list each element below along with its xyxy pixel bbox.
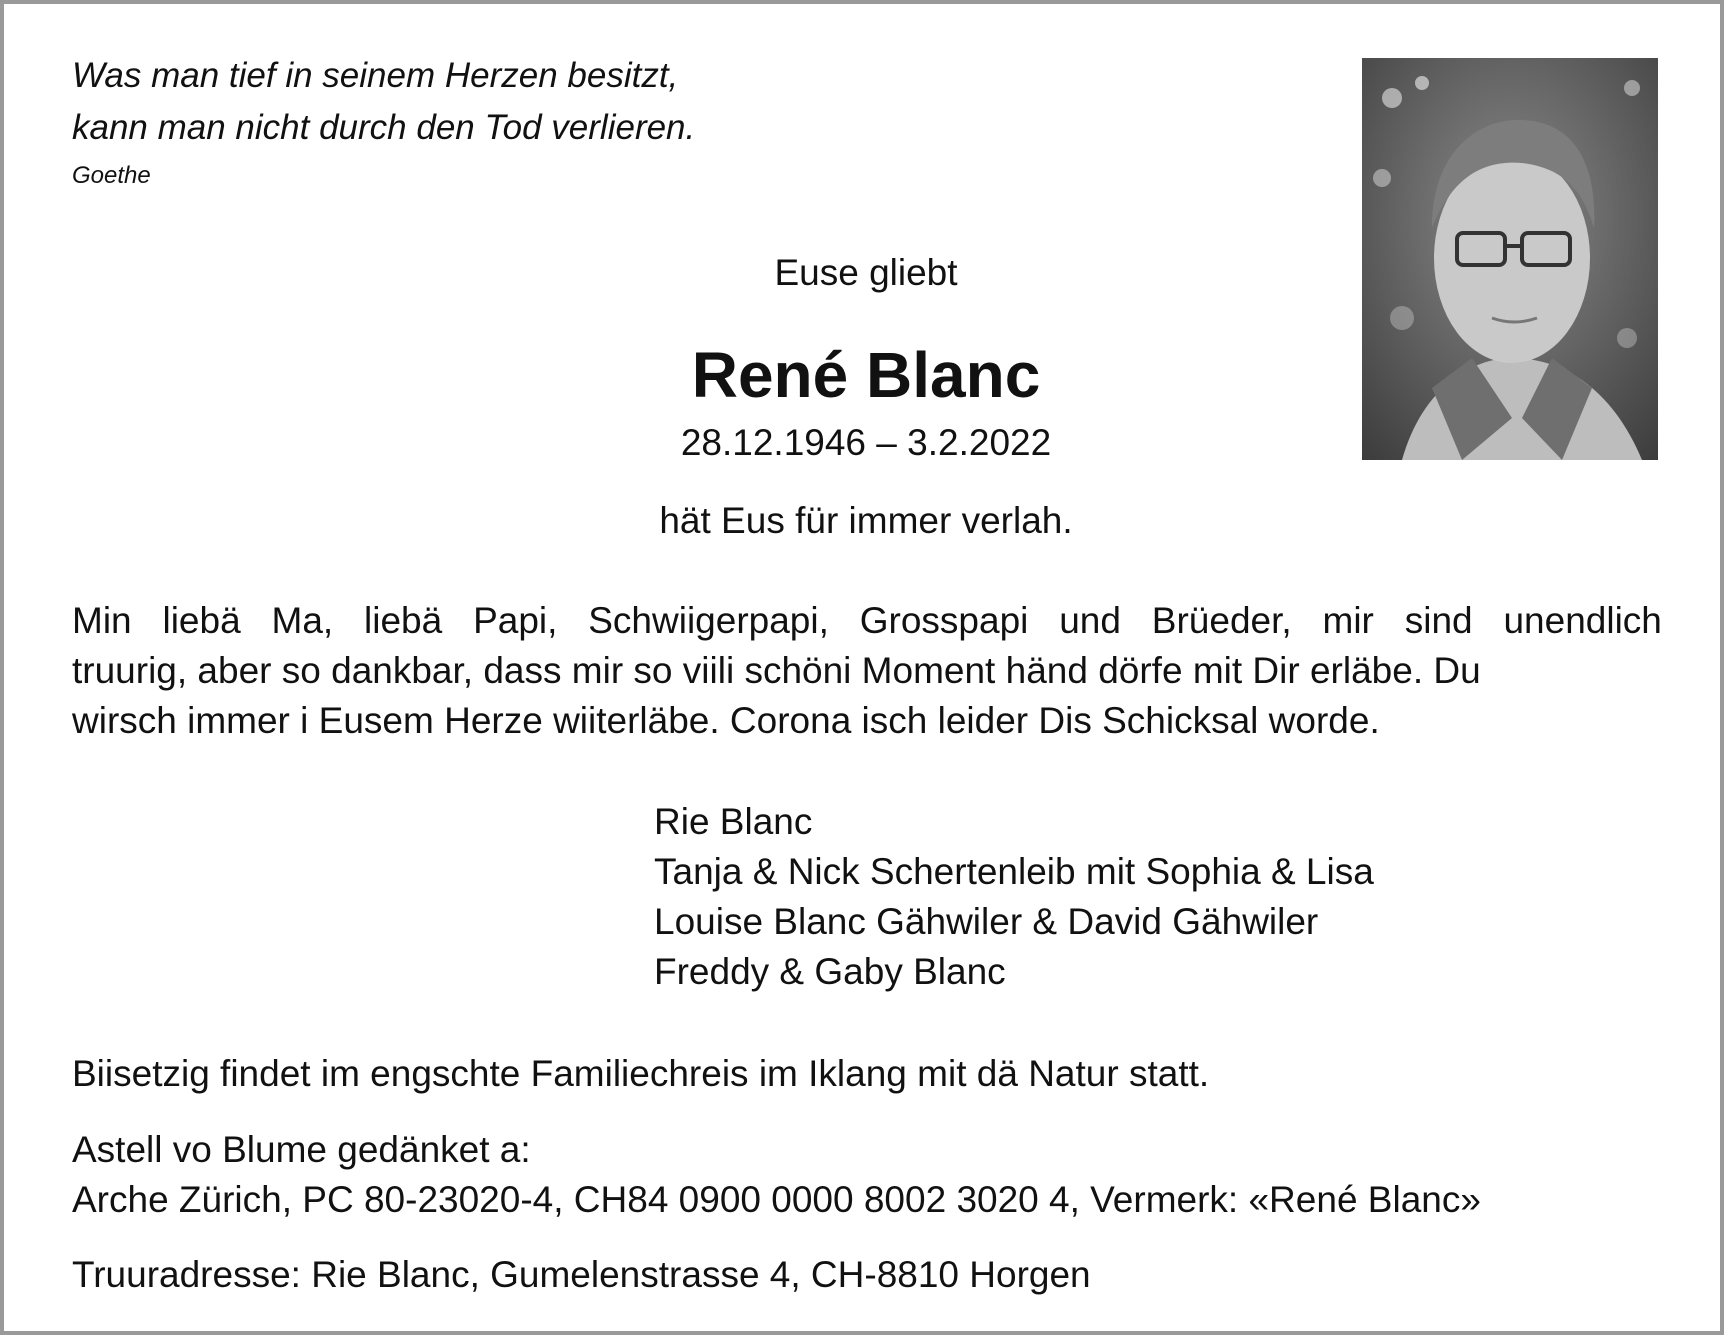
mourners-list [654,797,1374,997]
quote-line: Was man tief in seinem Herzen besitzt, [72,56,679,95]
mourner-entry: Tanja & Nick Schertenleib mit Sophia & Lisa [654,851,1374,892]
message-word: Min [72,600,132,641]
message-word: mir [1322,600,1374,641]
donation-details: Arche Zürich, PC 80-23020-4, CH84 0900 0000 8002 3020 4, Vermerk: «René Blanc» [72,1179,1481,1220]
quote [72,50,695,154]
message-line: wirsch immer i Eusem Herze wiiterläbe. Corona isch leider Dis Schicksal worde. [72,700,1380,741]
mourning-address: Truuradresse: Rie Blanc, Gumelenstrasse 4, CH-8810 Horgen [72,1254,1091,1295]
mourner-entry: Freddy & Gaby Blanc [654,951,1006,992]
intro-text: Euse gliebt [774,252,958,293]
quote-author: Goethe [72,162,151,189]
life-dates: 28.12.1946 – 3.2.2022 [680,422,1052,463]
message-word: und [1059,600,1121,641]
funeral-info: Biisetzig findet im engschte Familiechreis im Iklang mit dä Natur statt. [72,1053,1210,1094]
message-word: Papi, [473,600,558,641]
message-line [72,596,1662,646]
message-word: liebä [364,600,443,641]
message-word: Schwiigerpapi, [588,600,829,641]
outro-text: hät Eus für immer verlah. [659,500,1073,541]
quote-line: kann man nicht durch den Tod verlieren. [72,108,696,147]
message-word: liebä [162,600,241,641]
donation-info [72,1125,1481,1225]
message-word: Brüeder, [1151,600,1292,641]
donation-label: Astell vo Blume gedänket a: [72,1129,531,1170]
message-word: sind [1404,600,1473,641]
message-word: Grosspapi [859,600,1029,641]
deceased-name: René Blanc [691,339,1041,411]
message-word: Ma, [271,600,334,641]
message-word: unendlich [1503,600,1662,641]
message-line: truurig, aber so dankbar, dass mir so viili schöni Moment händ dörfe mit Dir erläbe. Du [72,650,1481,691]
mourner-entry: Rie Blanc [654,801,813,842]
message-paragraph [72,596,1662,746]
mourner-entry: Louise Blanc Gähwiler & David Gähwiler [654,901,1319,942]
